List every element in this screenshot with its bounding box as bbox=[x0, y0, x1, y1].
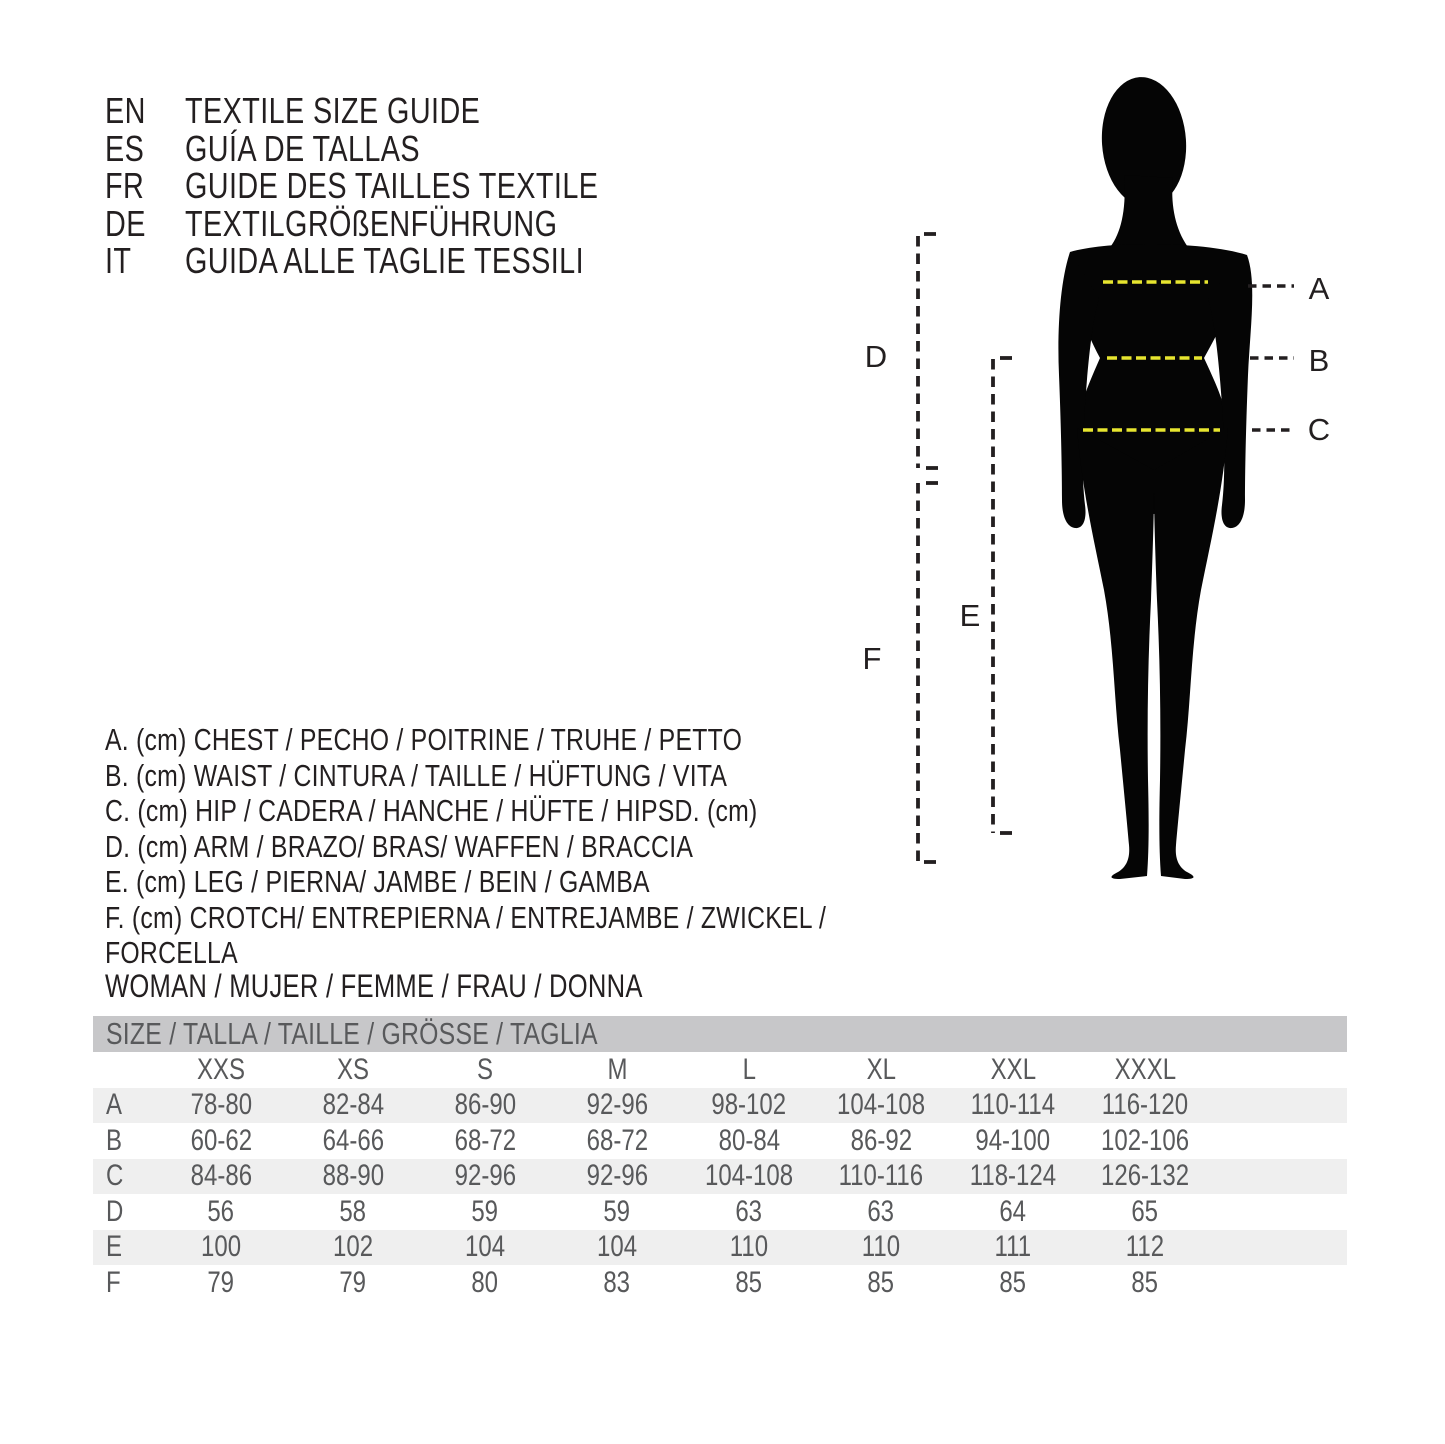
cell-value: 86-90 bbox=[454, 1088, 516, 1122]
size-col-xl: XL bbox=[866, 1052, 896, 1086]
cell-value: 63 bbox=[867, 1194, 895, 1228]
row-label: E bbox=[106, 1230, 123, 1264]
cell-value: 79 bbox=[207, 1265, 235, 1299]
lang-title-it: GUIDA ALLE TAGLIE TESSILI bbox=[185, 240, 584, 281]
cell-value: 118-124 bbox=[969, 1159, 1057, 1193]
marker-label-f: F bbox=[862, 641, 882, 676]
cell-value: 85 bbox=[1131, 1265, 1159, 1299]
cell-value: 104-108 bbox=[704, 1159, 794, 1193]
cell-value: 88-90 bbox=[322, 1159, 384, 1193]
lang-title-fr: GUIDE DES TAILLES TEXTILE bbox=[185, 165, 599, 206]
cell-value: 102-106 bbox=[1100, 1123, 1190, 1157]
cell-value: 83 bbox=[603, 1265, 631, 1299]
cell-value: 110-114 bbox=[970, 1088, 1056, 1122]
cell-value: 92-96 bbox=[586, 1159, 648, 1193]
measure-desc-e: E. (cm) LEG / PIERNA/ JAMBE / BEIN / GAMBA bbox=[105, 864, 650, 899]
woman-silhouette bbox=[1058, 74, 1252, 879]
cell-value: 86-92 bbox=[850, 1123, 912, 1157]
cell-value: 85 bbox=[867, 1265, 895, 1299]
size-table-header-label: SIZE / TALLA / TAILLE / GRÖSSE / TAGLIA bbox=[106, 1016, 598, 1051]
size-col-m: M bbox=[607, 1052, 627, 1086]
measure-desc-a: A. (cm) CHEST / PECHO / POITRINE / TRUHE / PETTO bbox=[105, 722, 743, 757]
cell-value: 110 bbox=[729, 1230, 769, 1264]
row-label: B bbox=[106, 1123, 123, 1157]
lang-title-de: TEXTILGRÖßENFÜHRUNG bbox=[185, 202, 558, 244]
lang-code-it: IT bbox=[105, 240, 132, 281]
cell-value: 110-116 bbox=[838, 1159, 924, 1193]
cell-value: 58 bbox=[339, 1194, 367, 1228]
row-label: D bbox=[106, 1194, 124, 1228]
cell-value: 104 bbox=[464, 1230, 506, 1264]
measure-desc-b: B. (cm) WAIST / CINTURA / TAILLE / HÜFTUNG / VITA bbox=[105, 757, 728, 793]
lang-title-en: TEXTILE SIZE GUIDE bbox=[185, 90, 481, 131]
cell-value: 84-86 bbox=[190, 1159, 252, 1193]
measure-desc-f: F. (cm) CROTCH/ ENTREPIERNA / ENTREJAMBE / ZWICKEL / FORCELLA bbox=[105, 899, 827, 970]
cell-value: 98-102 bbox=[711, 1088, 787, 1122]
leader-lines bbox=[1248, 286, 1294, 430]
cell-value: 59 bbox=[603, 1194, 631, 1228]
measure-desc-c: C. (cm) HIP / CADERA / HANCHE / HÜFTE / HIPSD. (cm) bbox=[105, 793, 758, 828]
cell-value: 63 bbox=[735, 1194, 763, 1228]
lang-code-es: ES bbox=[105, 127, 145, 169]
lang-code-de: DE bbox=[105, 202, 146, 244]
cell-value: 80-84 bbox=[718, 1123, 780, 1157]
cell-value: 104-108 bbox=[836, 1088, 926, 1122]
cell-value: 94-100 bbox=[975, 1123, 1051, 1157]
vertical-measure-lines bbox=[918, 234, 1012, 862]
cell-value: 65 bbox=[1131, 1194, 1159, 1228]
measure-desc-d: D. (cm) ARM / BRAZO/ BRAS/ WAFFEN / BRACCIA bbox=[105, 828, 694, 864]
gender-heading: WOMAN / MUJER / FEMME / FRAU / DONNA bbox=[105, 968, 643, 1004]
marker-label-b: B bbox=[1308, 343, 1330, 378]
lang-title-es: GUÍA DE TALLAS bbox=[185, 127, 421, 169]
cell-value: 85 bbox=[999, 1265, 1027, 1299]
cell-value: 68-72 bbox=[454, 1123, 516, 1157]
cell-value: 79 bbox=[339, 1265, 367, 1299]
size-col-s: S bbox=[476, 1052, 493, 1086]
cell-value: 60-62 bbox=[190, 1123, 252, 1157]
cell-value: 64-66 bbox=[322, 1123, 384, 1157]
cell-value: 112 bbox=[1125, 1230, 1165, 1264]
row-label: F bbox=[106, 1265, 121, 1299]
cell-value: 92-96 bbox=[586, 1088, 648, 1122]
marker-label-c: C bbox=[1307, 412, 1331, 447]
cell-value: 82-84 bbox=[322, 1088, 384, 1122]
row-label: A bbox=[106, 1088, 123, 1122]
lang-code-fr: FR bbox=[105, 165, 145, 206]
cell-value: 78-80 bbox=[190, 1088, 252, 1122]
cell-value: 110 bbox=[861, 1230, 901, 1264]
lang-code-en: EN bbox=[105, 90, 146, 131]
cell-value: 56 bbox=[207, 1194, 235, 1228]
cell-value: 126-132 bbox=[1100, 1159, 1190, 1193]
cell-value: 64 bbox=[999, 1194, 1027, 1228]
cell-value: 80 bbox=[471, 1265, 499, 1299]
cell-value: 102 bbox=[332, 1230, 374, 1264]
cell-value: 111 bbox=[994, 1230, 1032, 1264]
size-col-l: L bbox=[742, 1052, 756, 1086]
cell-value: 92-96 bbox=[454, 1159, 516, 1193]
cell-value: 59 bbox=[471, 1194, 499, 1228]
size-col-xxl: XXL bbox=[990, 1052, 1036, 1086]
cell-value: 104 bbox=[596, 1230, 638, 1264]
cell-value: 85 bbox=[735, 1265, 763, 1299]
marker-label-d: D bbox=[864, 339, 888, 374]
cell-value: 100 bbox=[200, 1230, 242, 1264]
size-col-xs: XS bbox=[336, 1052, 370, 1086]
cell-value: 68-72 bbox=[586, 1123, 648, 1157]
marker-label-a: A bbox=[1308, 271, 1330, 306]
cell-value: 116-120 bbox=[1101, 1088, 1189, 1122]
row-label: C bbox=[106, 1159, 124, 1193]
size-col-xxs: XXS bbox=[196, 1052, 246, 1086]
size-col-xxxl: XXXL bbox=[1114, 1052, 1176, 1086]
marker-label-e: E bbox=[959, 598, 981, 633]
